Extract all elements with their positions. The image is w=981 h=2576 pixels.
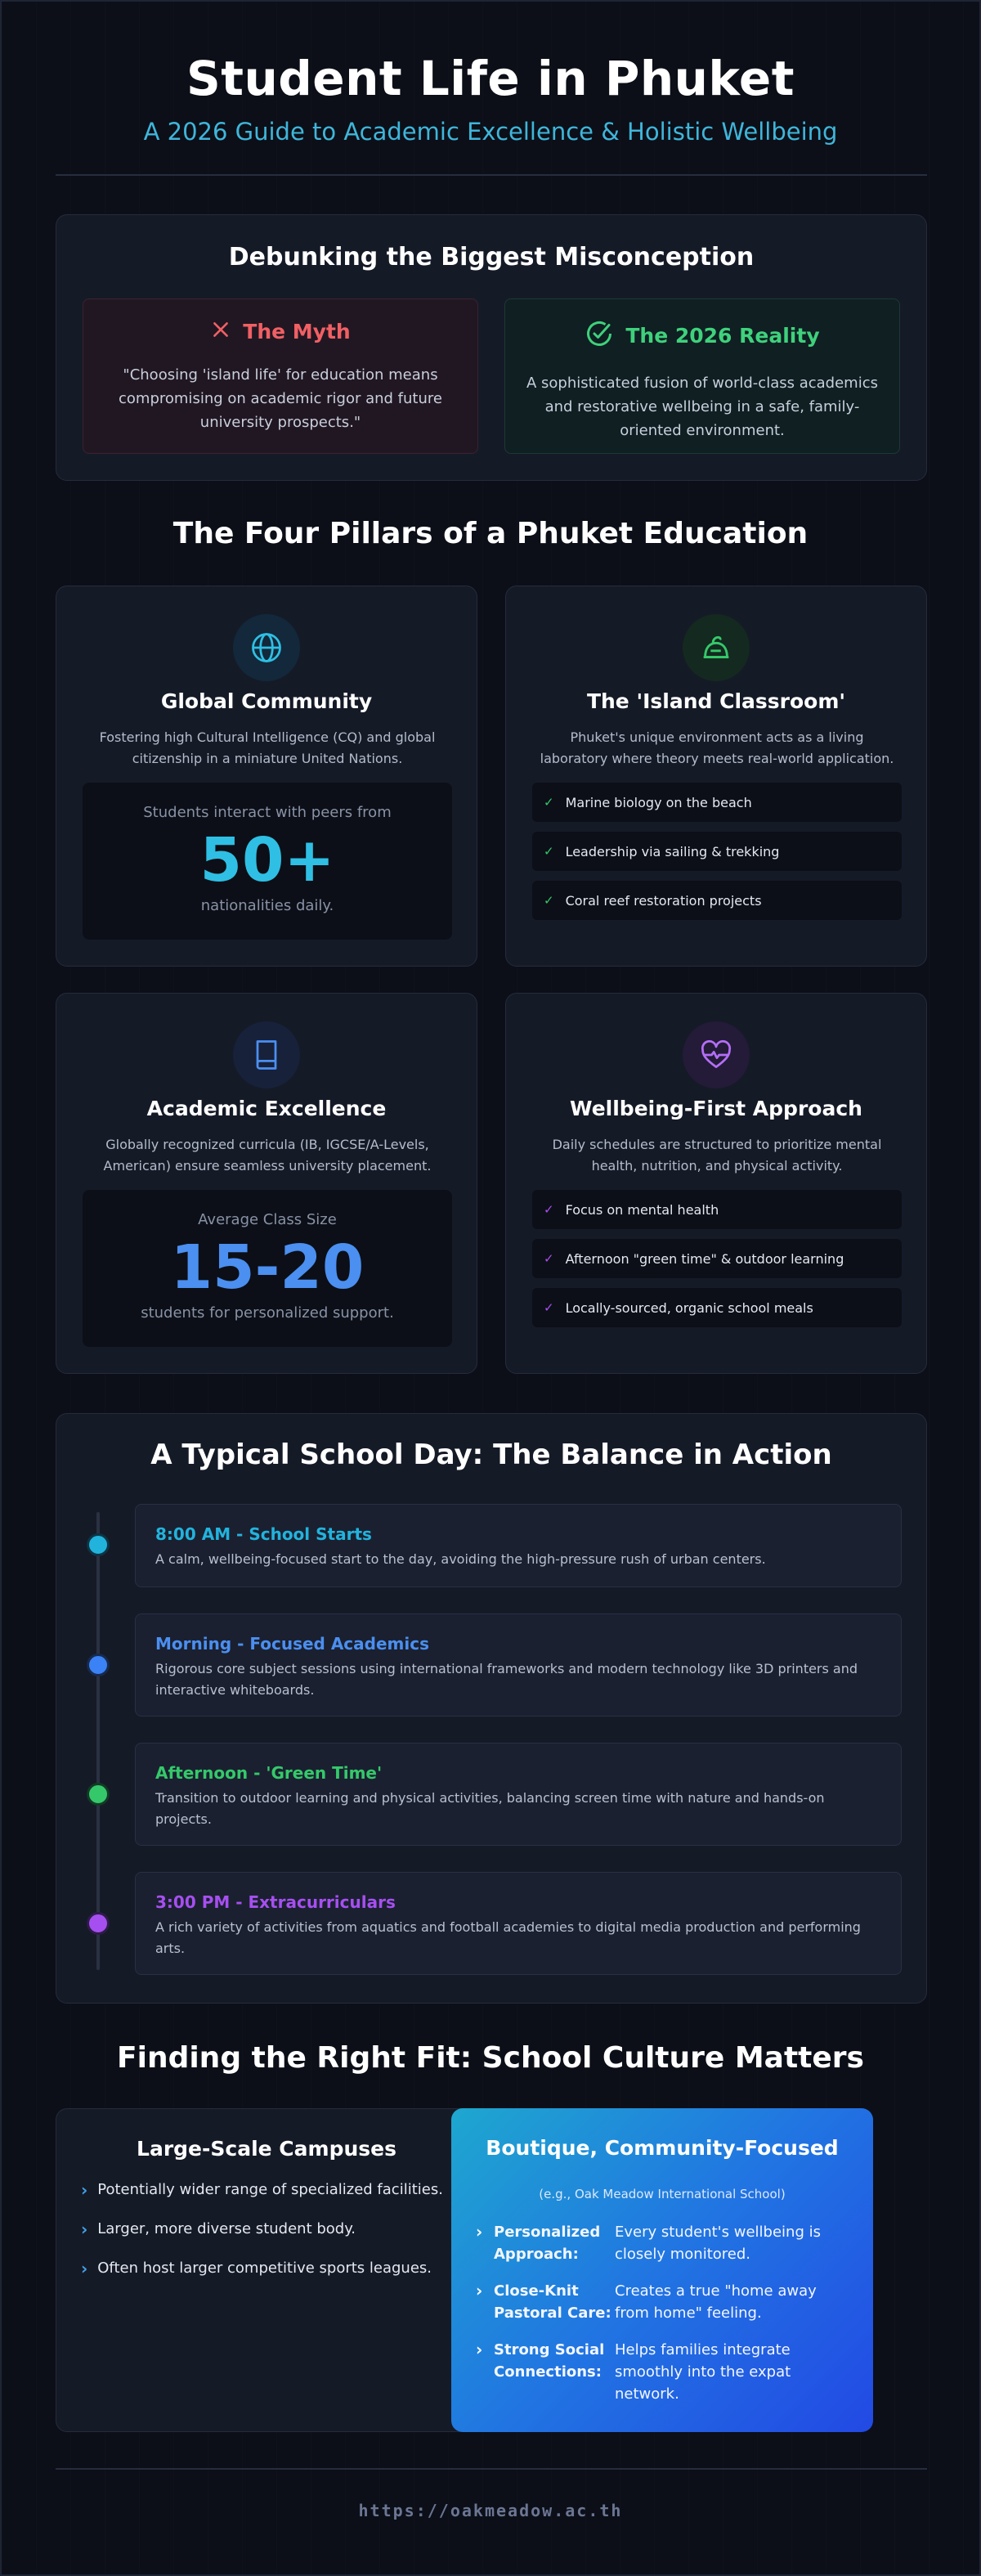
fit-title: Finding the Right Fit: School Culture Matters — [117, 2041, 864, 2075]
timeline-dot — [87, 1654, 110, 1676]
pillar-desc: Phuket's unique environment acts as a living laboratory where theory meets real-world application. — [540, 729, 894, 766]
list-item: ✓ Focus on mental health — [532, 1190, 902, 1229]
stat-caption-after: nationalities daily. — [200, 897, 334, 914]
list-item: ✓ Leadership via sailing & trekking — [532, 832, 902, 871]
timeline-dot — [87, 1783, 110, 1806]
reality-box — [504, 298, 900, 454]
stat-value: 15-20 — [170, 1232, 365, 1303]
stat-box — [83, 1190, 452, 1347]
globe-icon — [233, 614, 300, 681]
pillar-list — [532, 1190, 902, 1337]
check-icon: ✓ — [544, 795, 554, 810]
list-item: › Often host larger competitive sports leagues. — [81, 2259, 432, 2278]
timeline-item-text: A calm, wellbeing-focused start to the day, avoiding the high-pressure rush of urban centers. — [155, 1551, 766, 1567]
large-campuses-title: Large-Scale Campuses — [137, 2137, 396, 2161]
check-icon: ✓ — [544, 1251, 554, 1266]
timeline-section — [56, 1413, 927, 2004]
chevron-right-icon: › — [476, 2281, 483, 2300]
list-item: › Close-Knit Pastoral Care: Creates a true "home away from home" feeling. — [476, 2280, 844, 2324]
list-item: › Strong Social Connections: Helps families integrate smoothly into the expat network. — [476, 2339, 844, 2405]
timeline-line — [96, 1512, 100, 1970]
timeline-item-head: Morning - Focused Academics — [155, 1634, 429, 1654]
boutique-card — [451, 2108, 873, 2432]
pillar-desc: Daily schedules are structured to prioritize mental health, nutrition, and physical activity. — [552, 1137, 882, 1174]
pillar-global-community — [56, 586, 477, 967]
list-item: › Potentially wider range of specialized facilities. — [81, 2180, 443, 2200]
misconception-section — [56, 214, 927, 481]
myth-text: "Choosing 'island life' for education means compromising on academic rigor and future university prospects." — [119, 366, 442, 431]
large-campuses-list — [81, 2179, 465, 2297]
timeline-item-text: Rigorous core subject sessions using international frameworks and modern technology like 3D printers and interactive whiteboards. — [155, 1661, 858, 1698]
pillar-title: The 'Island Classroom' — [586, 689, 846, 713]
pillar-desc: Globally recognized curricula (IB, IGCSE/A-Levels, American) ensure seamless university placement. — [103, 1137, 432, 1174]
list-item: › Personalized Approach: Every student's wellbeing is closely monitored. — [476, 2221, 844, 2265]
list-item: ✓ Locally-sourced, organic school meals — [532, 1288, 902, 1327]
list-item: ✓ Coral reef restoration projects — [532, 881, 902, 920]
boutique-title: Boutique, Community-Focused — [486, 2136, 839, 2160]
stat-caption-after: students for personalized support. — [141, 1304, 394, 1322]
chevron-right-icon: › — [81, 2180, 88, 2200]
timeline-item-head: 3:00 PM - Extracurriculars — [155, 1892, 396, 1912]
pillar-title: Global Community — [160, 689, 373, 713]
timeline-item — [135, 1872, 902, 1975]
stat-caption: Students interact with peers from — [143, 804, 392, 821]
pillar-title: Wellbeing-First Approach — [570, 1097, 862, 1120]
pillar-wellbeing-first — [505, 993, 927, 1374]
timeline-item — [135, 1613, 902, 1717]
pillar-desc: Fostering high Cultural Intelligence (CQ) and global citizenship in a miniature United Nations. — [99, 729, 436, 766]
pillars-title: The Four Pillars of a Phuket Education — [172, 517, 809, 550]
check-icon: ✓ — [544, 1300, 554, 1315]
timeline-item-head: Afternoon - 'Green Time' — [155, 1763, 383, 1783]
reality-label: The 2026 Reality — [625, 323, 820, 348]
list-item: ✓ Marine biology on the beach — [532, 783, 902, 822]
myth-label: The Myth — [243, 319, 351, 343]
boutique-subtitle: (e.g., Oak Meadow International School) — [539, 2187, 786, 2201]
misconception-title: Debunking the Biggest Misconception — [228, 243, 755, 272]
header-divider — [56, 174, 927, 176]
timeline-dot — [87, 1533, 110, 1556]
page-subtitle: A 2026 Guide to Academic Excellence & Holistic Wellbeing — [143, 118, 838, 146]
check-circle-icon — [585, 319, 614, 352]
x-icon — [210, 319, 231, 343]
pillar-island-classroom — [505, 586, 927, 967]
reality-text: A sophisticated fusion of world-class academics and restorative wellbeing in a safe, family-oriented environment. — [526, 375, 878, 439]
boutique-list — [476, 2221, 844, 2420]
chevron-right-icon: › — [81, 2219, 88, 2239]
timeline-dot — [87, 1912, 110, 1935]
book-icon — [233, 1021, 300, 1088]
chevron-right-icon: › — [476, 2222, 483, 2242]
heart-pulse-icon — [683, 1021, 750, 1088]
timeline-item — [135, 1743, 902, 1846]
chevron-right-icon: › — [476, 2340, 483, 2359]
stat-caption: Average Class Size — [198, 1211, 337, 1228]
check-icon: ✓ — [544, 844, 554, 859]
stat-value: 50+ — [199, 825, 335, 895]
chevron-right-icon: › — [81, 2259, 88, 2278]
timeline-item — [135, 1504, 902, 1587]
footer-divider — [56, 2468, 927, 2470]
stat-box — [83, 783, 452, 940]
list-item: ✓ Afternoon "green time" & outdoor learning — [532, 1239, 902, 1278]
check-icon: ✓ — [544, 1202, 554, 1217]
pillar-academic-excellence — [56, 993, 477, 1374]
footer-url-link[interactable]: https://oakmeadow.ac.th — [358, 2501, 623, 2520]
page-title: Student Life in Phuket — [186, 51, 795, 106]
check-icon: ✓ — [544, 893, 554, 908]
pillar-title: Academic Excellence — [146, 1097, 387, 1120]
timeline-title: A Typical School Day: The Balance in Action — [150, 1438, 832, 1471]
island-icon — [683, 614, 750, 681]
timeline-item-text: A rich variety of activities from aquatics and football academies to digital media production and performing arts. — [155, 1919, 861, 1956]
list-item: › Larger, more diverse student body. — [81, 2219, 356, 2239]
large-campuses-card — [56, 2108, 477, 2432]
pillar-list — [532, 783, 902, 930]
timeline-item-text: Transition to outdoor learning and physical activities, balancing screen time with nature and hands-on projects. — [155, 1790, 825, 1827]
timeline-item-head: 8:00 AM - School Starts — [155, 1524, 372, 1544]
myth-box — [83, 298, 478, 454]
